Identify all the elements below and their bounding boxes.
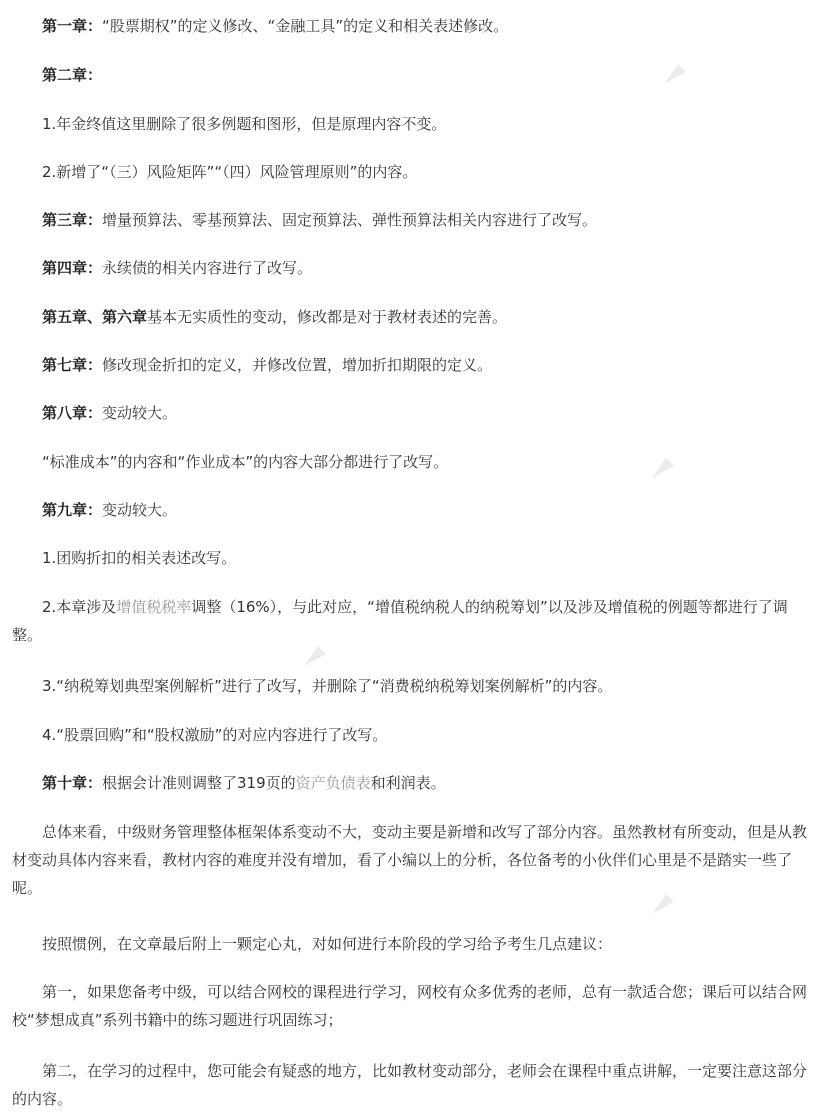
paragraph-text: 按照惯例，在文章最后附上一颗定心丸，对如何进行本阶段的学习给予考生几点建议： [42, 935, 613, 953]
paragraph-group-discount [12, 544, 812, 572]
paragraph-standard-cost [42, 448, 822, 476]
paragraph-text: “标准成本”的内容和“作业成本”的内容大部分都进行了改写。 [42, 453, 449, 471]
paragraph-text: 变动较大。 [102, 404, 178, 422]
paragraph-text: “股票期权”的定义修改、“金融工具”的定义和相关表述修改。 [102, 17, 509, 35]
paragraph-text: 基本无实质性的变动，修改都是对于教材表述的完善。 [147, 308, 508, 326]
chapter-heading: 第十章： [42, 774, 103, 792]
watermark-icon [660, 58, 690, 88]
paragraph-text: 增量预算法、零基预算法、固定预算法、弹性预算法相关内容进行了改写。 [102, 211, 598, 229]
paragraph-text: 总体来看，中级财务管理整体框架体系变动不大，变动主要是新增和改写了部分内容。虽然教材有所变动，但是从教材变动具体内容来看，教材内容的难度并没有增加，看了小编以上的分析，各位备考的小伙伴们心里是不是踏实一些了呢。 [12, 823, 808, 897]
paragraph-chapter-3 [12, 206, 812, 234]
chapter-heading: 第四章： [42, 259, 103, 277]
paragraph-chapter-7 [12, 351, 812, 379]
paragraph-text: 调整（16%），与此对应，“增值税纳税人的纳税筹划”以及涉及增值税的例题等都进行了调整。 [12, 598, 788, 644]
paragraph-advice-1 [12, 978, 812, 1034]
watermark-icon [648, 452, 678, 482]
paragraph-chapter-9 [12, 496, 812, 524]
paragraph-advice-intro [12, 930, 812, 958]
paragraph-text: 永续债的相关内容进行了改写。 [102, 259, 313, 277]
paragraph-annuity [12, 110, 812, 138]
chapter-heading: 第一章： [42, 17, 103, 35]
paragraph-text: 2.新增了“（三）风险矩阵”“（四）风险管理原则”的内容。 [42, 163, 418, 181]
paragraph-buyback [12, 721, 812, 749]
paragraph-text: 1.年金终值这里删除了很多例题和图形，但是原理内容不变。 [42, 115, 447, 133]
paragraph-text: 第二，在学习的过程中，您可能会有疑惑的地方，比如教材变动部分，老师会在课程中重点讲解，一定要注意这部分的内容。 [12, 1062, 808, 1108]
paragraph-text: 变动较大。 [102, 501, 178, 519]
vat-rate-link[interactable]: 增值税税率 [116, 598, 192, 616]
paragraph-text: 2.本章涉及 [42, 598, 117, 616]
paragraph-text: 修改现金折扣的定义，并修改位置，增加折扣期限的定义。 [102, 356, 493, 374]
paragraph-chapter-10 [12, 769, 812, 797]
paragraph-text: 第一，如果您备考中级，可以结合网校的课程进行学习，网校有众多优秀的老师，总有一款适合您；课后可以结合网校“梦想成真”系列书籍中的练习题进行巩固练习； [12, 983, 808, 1029]
paragraph-advice-2 [12, 1057, 812, 1113]
paragraph-chapter-4 [12, 254, 812, 282]
watermark-icon [300, 640, 330, 670]
paragraph-text: 根据会计准则调整了319页的 [102, 774, 296, 792]
paragraph-vat [12, 593, 812, 649]
watermark-icon [648, 888, 678, 918]
paragraph-summary [12, 818, 812, 902]
paragraph-text: 4.“股票回购”和“股权激励”的对应内容进行了改写。 [42, 726, 388, 744]
paragraph-chapter-5-6 [12, 303, 812, 331]
paragraph-text: 3.“纳税筹划典型案例解析”进行了改写，并删除了“消费税纳税筹划案例解析”的内容。 [42, 677, 613, 695]
paragraph-chapter-1 [12, 12, 812, 40]
chapter-heading: 第七章： [42, 356, 103, 374]
chapter-heading: 第五章、第六章 [42, 308, 148, 326]
chapter-heading: 第八章： [42, 404, 103, 422]
paragraph-text: 1.团购折扣的相关表述改写。 [42, 549, 237, 567]
paragraph-tax-cases [12, 672, 812, 700]
chapter-heading: 第九章： [42, 501, 103, 519]
paragraph-risk-matrix [12, 158, 812, 186]
chapter-heading: 第三章： [42, 211, 103, 229]
paragraph-chapter-8 [12, 399, 812, 427]
paragraph-chapter-2 [12, 61, 812, 89]
paragraph-text: 和利润表。 [370, 774, 446, 792]
chapter-heading: 第二章： [42, 66, 103, 84]
balance-sheet-link[interactable]: 资产负债表 [295, 774, 371, 792]
